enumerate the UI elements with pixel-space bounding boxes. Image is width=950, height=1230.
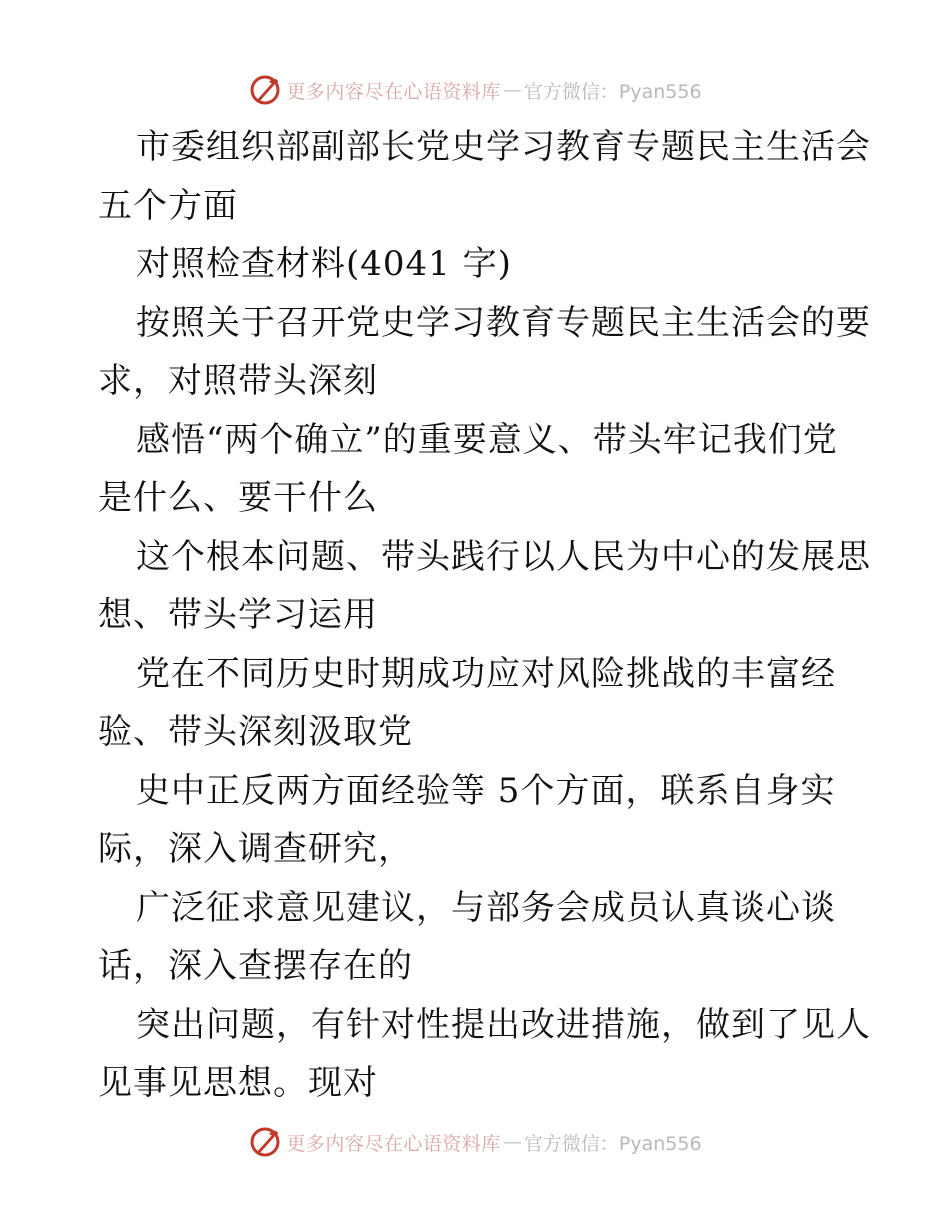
paragraph-line: 是什么、要干什么 <box>98 478 378 518</box>
title-line-1: 市委组织部副部长党史学习教育专题民主生活会 <box>136 127 871 167</box>
footer-watermark <box>0 1122 950 1162</box>
watermark-wechat-text: 官方微信：Pyan556 <box>523 1132 702 1155</box>
paragraph-line: 史中正反两方面经验等 5个方面，联系自身实 <box>136 770 836 811</box>
watermark-separator: — <box>502 1131 522 1153</box>
watermark-brand-text: 更多内容尽在心语资料库 <box>286 1132 501 1155</box>
title-line-3: 对照检查材料(4041 字) <box>136 244 512 284</box>
title-line-2: 五个方面 <box>98 185 238 226</box>
paragraph-line: 验、带头深刻汲取党 <box>98 712 413 752</box>
paragraph-line: 突出问题，有针对性提出改进措施，做到了见人 <box>136 1004 871 1045</box>
quill-pen-logo-icon <box>248 73 282 107</box>
quill-pen-logo-icon <box>248 1125 282 1159</box>
paragraph-line: 广泛征求意见建议，与部务会成员认真谈心谈 <box>136 887 836 928</box>
paragraph-line: 际，深入调查研究， <box>98 829 413 869</box>
header-watermark <box>0 70 950 110</box>
paragraph-line: 这个根本问题、带头践行以人民为中心的发展思 <box>136 536 871 577</box>
watermark-separator: — <box>502 79 522 101</box>
watermark-wechat-text: 官方微信：Pyan556 <box>523 80 702 103</box>
paragraph-line: 想、带头学习运用 <box>98 595 378 635</box>
paragraph-line: 党在不同历史时期成功应对风险挑战的丰富经 <box>136 653 836 694</box>
document-body <box>98 118 871 1113</box>
paragraph-line: 话，深入查摆存在的 <box>98 946 413 986</box>
paragraph-line: 见事见思想。现对 <box>98 1063 378 1103</box>
watermark-brand-text: 更多内容尽在心语资料库 <box>286 80 501 103</box>
paragraph-line: 感悟“两个确立”的重要意义、带头牢记我们党 <box>136 419 838 460</box>
paragraph-line: 求，对照带头深刻 <box>98 361 378 401</box>
paragraph-line: 按照关于召开党史学习教育专题民主生活会的要 <box>136 302 871 343</box>
